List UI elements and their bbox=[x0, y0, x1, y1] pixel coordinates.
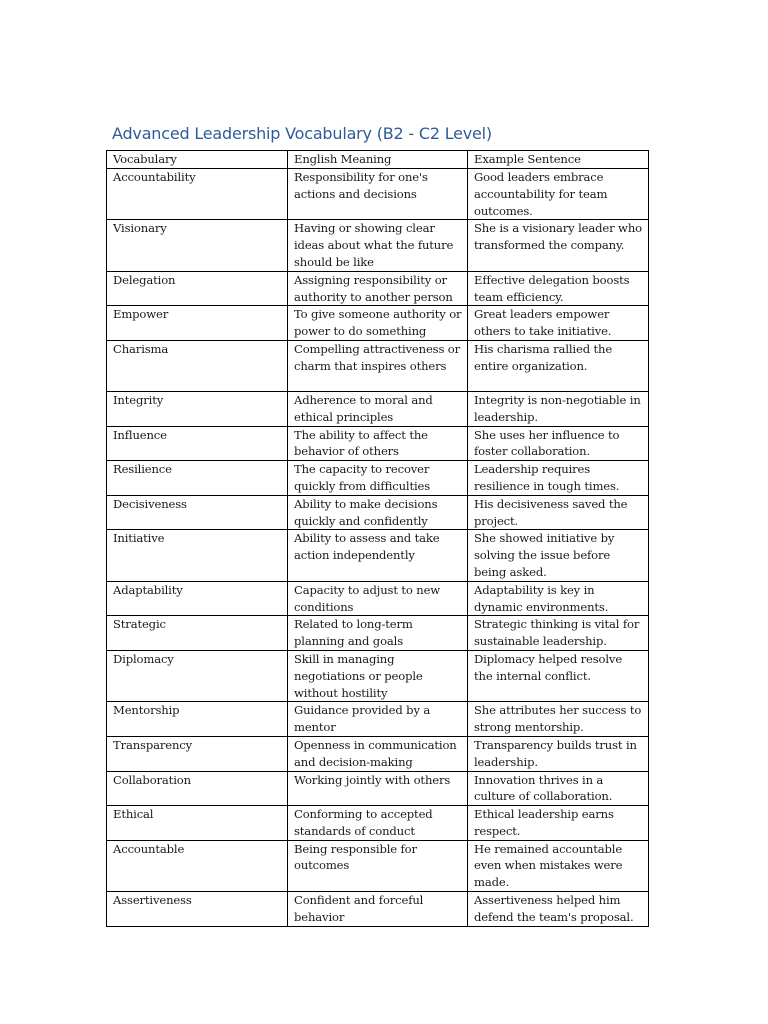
example-cell: Integrity is non-negotiable in leadership. bbox=[468, 391, 649, 426]
example-cell: Assertiveness helped him defend the team's proposal. bbox=[468, 892, 649, 927]
meaning-cell: The ability to affect the behavior of others bbox=[288, 426, 468, 461]
meaning-cell: Openness in communication and decision-making bbox=[288, 736, 468, 771]
table-row bbox=[107, 391, 649, 426]
vocabulary-cell: Mentorship bbox=[107, 702, 288, 737]
meaning-cell: Ability to assess and take action independently bbox=[288, 530, 468, 581]
vocabulary-cell: Decisiveness bbox=[107, 495, 288, 530]
example-cell: She is a visionary leader who transformed the company. bbox=[468, 220, 649, 271]
table-header-row bbox=[107, 151, 649, 169]
meaning-cell: Responsibility for one's actions and decisions bbox=[288, 169, 468, 220]
meaning-cell: The capacity to recover quickly from difficulties bbox=[288, 461, 468, 496]
meaning-cell: Adherence to moral and ethical principles bbox=[288, 391, 468, 426]
meaning-cell: Skill in managing negotiations or people without hostility bbox=[288, 650, 468, 701]
table-row bbox=[107, 892, 649, 927]
vocabulary-cell: Influence bbox=[107, 426, 288, 461]
meaning-cell: Being responsible for outcomes bbox=[288, 840, 468, 891]
table-row bbox=[107, 771, 649, 806]
meaning-cell: Working jointly with others bbox=[288, 771, 468, 806]
table-row bbox=[107, 702, 649, 737]
table-row bbox=[107, 736, 649, 771]
table-row bbox=[107, 461, 649, 496]
meaning-cell: Related to long-term planning and goals bbox=[288, 616, 468, 651]
vocabulary-cell: Charisma bbox=[107, 340, 288, 391]
table-row bbox=[107, 340, 649, 391]
example-cell: He remained accountable even when mistakes were made. bbox=[468, 840, 649, 891]
meaning-cell: Capacity to adjust to new conditions bbox=[288, 581, 468, 616]
table-row bbox=[107, 271, 649, 306]
meaning-cell: Ability to make decisions quickly and confidently bbox=[288, 495, 468, 530]
table-row bbox=[107, 220, 649, 271]
example-cell: Good leaders embrace accountability for team outcomes. bbox=[468, 169, 649, 220]
example-cell: Leadership requires resilience in tough times. bbox=[468, 461, 649, 496]
table-row bbox=[107, 169, 649, 220]
example-cell: Effective delegation boosts team efficiency. bbox=[468, 271, 649, 306]
meaning-cell: Conforming to accepted standards of conduct bbox=[288, 806, 468, 841]
table-row bbox=[107, 530, 649, 581]
example-cell: She showed initiative by solving the issue before being asked. bbox=[468, 530, 649, 581]
table-row bbox=[107, 840, 649, 891]
table-row bbox=[107, 650, 649, 701]
table-row bbox=[107, 306, 649, 341]
document-title: Advanced Leadership Vocabulary (B2 - C2 Level) bbox=[112, 124, 492, 143]
vocabulary-cell: Initiative bbox=[107, 530, 288, 581]
example-cell: Strategic thinking is vital for sustainable leadership. bbox=[468, 616, 649, 651]
vocabulary-cell: Collaboration bbox=[107, 771, 288, 806]
example-cell: She uses her influence to foster collaboration. bbox=[468, 426, 649, 461]
vocabulary-cell: Resilience bbox=[107, 461, 288, 496]
meaning-cell: To give someone authority or power to do something bbox=[288, 306, 468, 341]
vocabulary-cell: Empower bbox=[107, 306, 288, 341]
table-row bbox=[107, 806, 649, 841]
example-cell: Ethical leadership earns respect. bbox=[468, 806, 649, 841]
vocabulary-cell: Accountability bbox=[107, 169, 288, 220]
meaning-cell: Guidance provided by a mentor bbox=[288, 702, 468, 737]
example-cell: Diplomacy helped resolve the internal conflict. bbox=[468, 650, 649, 701]
vocabulary-cell: Ethical bbox=[107, 806, 288, 841]
vocabulary-cell: Assertiveness bbox=[107, 892, 288, 927]
example-cell: Great leaders empower others to take initiative. bbox=[468, 306, 649, 341]
meaning-cell: Compelling attractiveness or charm that inspires others bbox=[288, 340, 468, 391]
vocabulary-cell: Accountable bbox=[107, 840, 288, 891]
header-english-meaning: English Meaning bbox=[288, 151, 468, 169]
example-cell: His charisma rallied the entire organization. bbox=[468, 340, 649, 391]
header-vocabulary: Vocabulary bbox=[107, 151, 288, 169]
vocabulary-cell: Transparency bbox=[107, 736, 288, 771]
meaning-cell: Confident and forceful behavior bbox=[288, 892, 468, 927]
table-row bbox=[107, 581, 649, 616]
example-cell: Adaptability is key in dynamic environments. bbox=[468, 581, 649, 616]
table-row bbox=[107, 426, 649, 461]
example-cell: Innovation thrives in a culture of collaboration. bbox=[468, 771, 649, 806]
table-row bbox=[107, 616, 649, 651]
meaning-cell: Assigning responsibility or authority to another person bbox=[288, 271, 468, 306]
vocabulary-cell: Delegation bbox=[107, 271, 288, 306]
vocabulary-table bbox=[106, 150, 649, 927]
vocabulary-cell: Adaptability bbox=[107, 581, 288, 616]
vocabulary-cell: Strategic bbox=[107, 616, 288, 651]
vocabulary-cell: Integrity bbox=[107, 391, 288, 426]
example-cell: His decisiveness saved the project. bbox=[468, 495, 649, 530]
vocabulary-cell: Visionary bbox=[107, 220, 288, 271]
header-example-sentence: Example Sentence bbox=[468, 151, 649, 169]
vocabulary-cell: Diplomacy bbox=[107, 650, 288, 701]
table-row bbox=[107, 495, 649, 530]
meaning-cell: Having or showing clear ideas about what the future should be like bbox=[288, 220, 468, 271]
example-cell: She attributes her success to strong mentorship. bbox=[468, 702, 649, 737]
example-cell: Transparency builds trust in leadership. bbox=[468, 736, 649, 771]
